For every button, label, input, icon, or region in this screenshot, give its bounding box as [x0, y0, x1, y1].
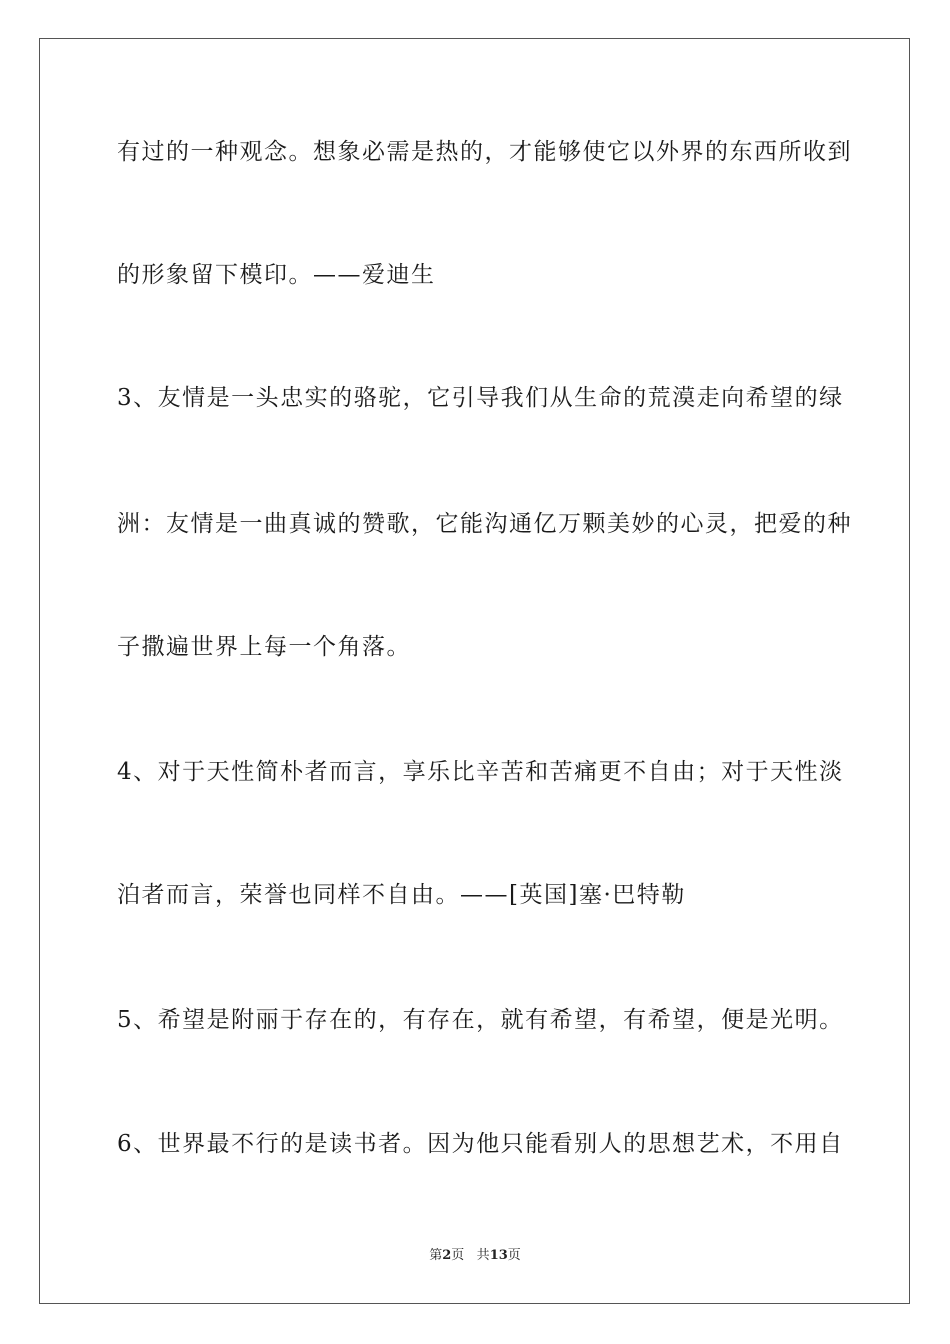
footer-page-prefix: 第	[429, 1248, 443, 1263]
page-footer	[0, 1248, 950, 1264]
footer-total-suffix: 页	[507, 1248, 521, 1263]
text-line-5: 子撒遍世界上每一个角落。	[117, 634, 411, 660]
text-line-8: 5、希望是附丽于存在的，有存在，就有希望，有希望，便是光明。	[117, 1007, 844, 1033]
text-line-4: 洲：友情是一曲真诚的赞歌，它能沟通亿万颗美妙的心灵，把爱的种	[117, 511, 852, 537]
text-line-7: 泊者而言，荣誉也同样不自由。——[英国]塞·巴特勒	[117, 882, 686, 908]
text-line-3: 3、友情是一头忠实的骆驼，它引导我们从生命的荒漠走向希望的绿	[117, 385, 844, 411]
footer-page-number: 2	[442, 1248, 452, 1263]
text-line-1: 有过的一种观念。想象必需是热的，才能够使它以外界的东西所收到	[117, 139, 852, 165]
footer-total-pages: 13	[489, 1248, 508, 1263]
text-line-9: 6、世界最不行的是读书者。因为他只能看别人的思想艺术，不用自	[117, 1131, 844, 1157]
text-line-6: 4、对于天性简朴者而言，享乐比辛苦和苦痛更不自由；对于天性淡	[117, 759, 844, 785]
footer-total-prefix: 共	[476, 1248, 490, 1263]
page-border	[39, 38, 910, 1304]
text-line-2: 的形象留下模印。——爱迪生	[117, 262, 436, 288]
footer-page-suffix: 页	[451, 1248, 465, 1263]
